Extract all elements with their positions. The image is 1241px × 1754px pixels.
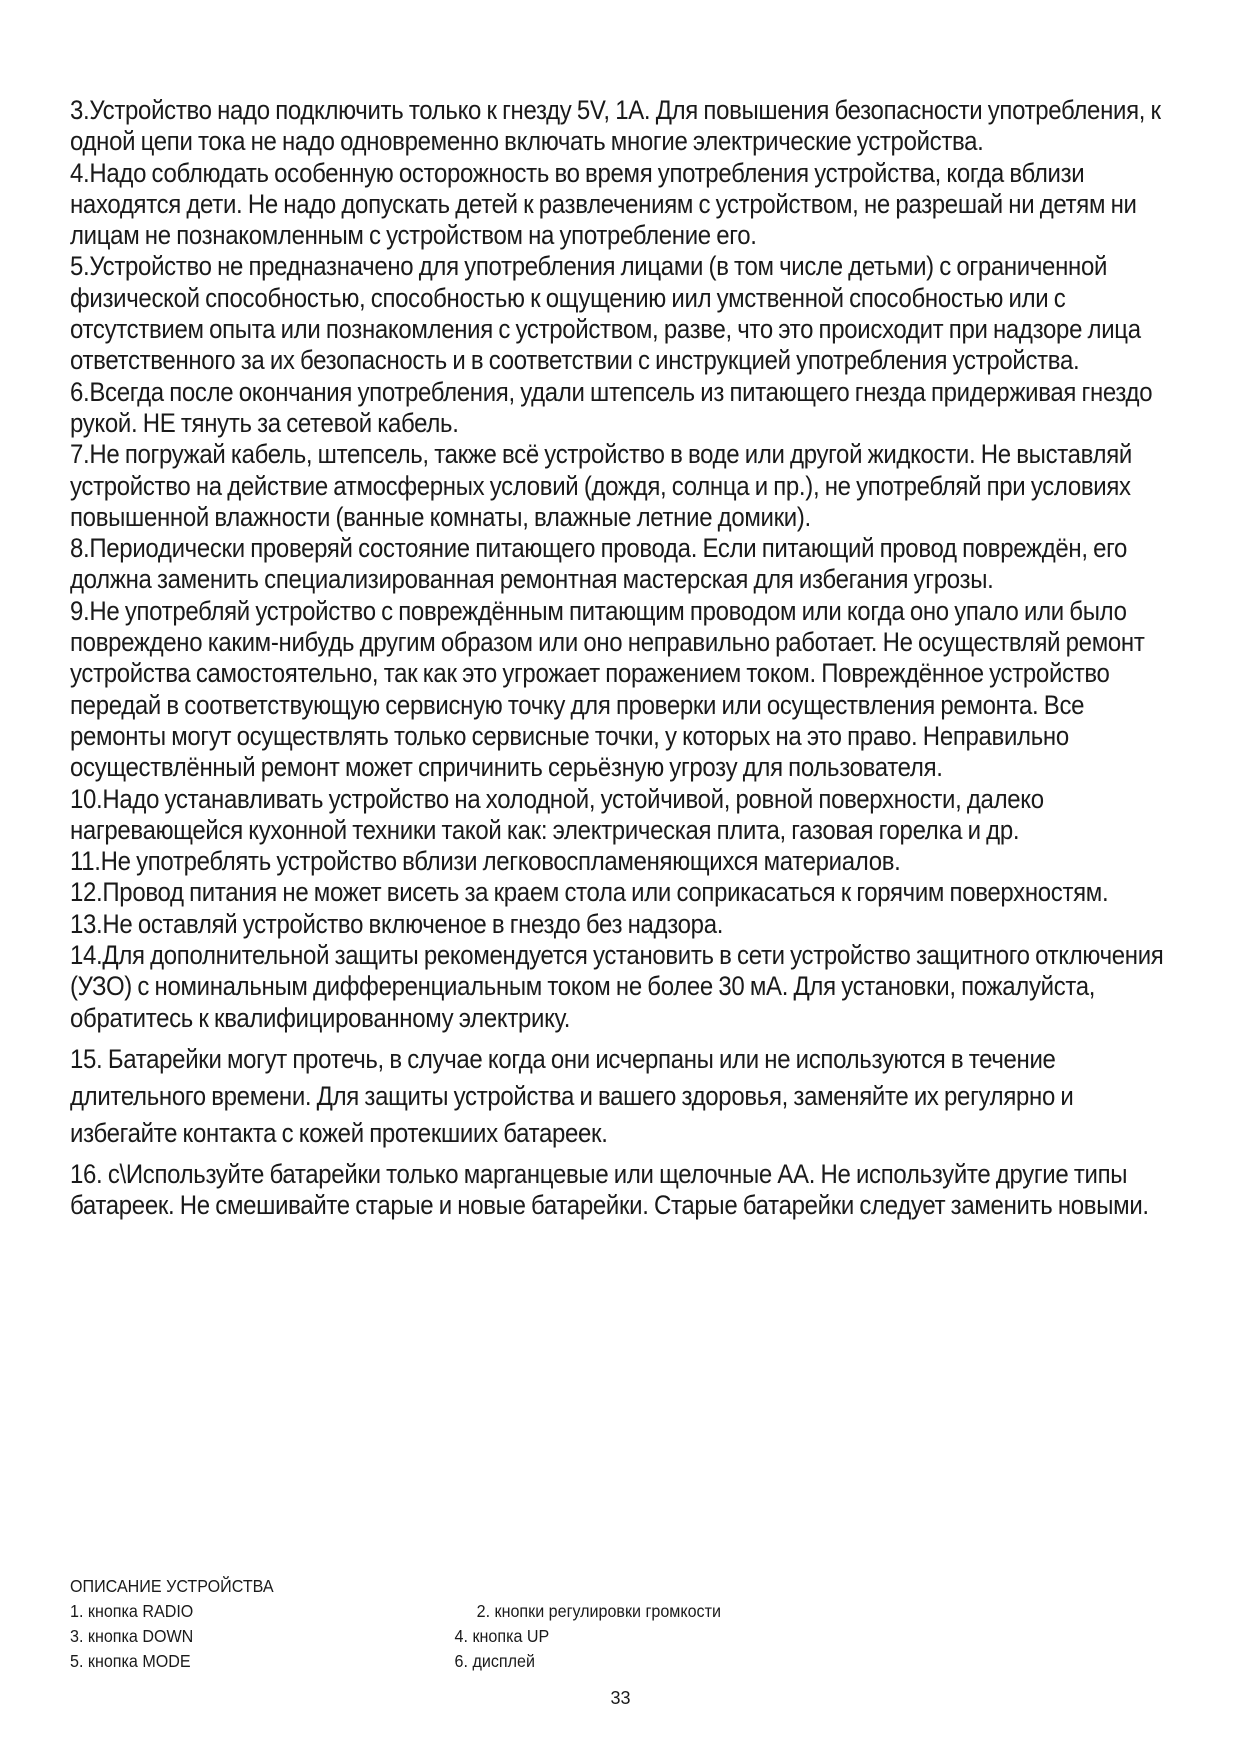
instruction-8: 8.Периодически проверяй состояние питающего провода. Если питающий провод повреждён, его должна заменить специализированная ремонтная мастерская для избегания угрозы. [70,533,1128,595]
page-number: 33 [610,1688,631,1708]
description-row [70,1624,898,1649]
description-item: 1. кнопка RADIO [70,1601,194,1621]
instruction-5: 5.Устройство не предназначено для употребления лицами (в том числе детьми) с ограниченной физической способностью, способностью к ощущению иил умственной способностью или с отсутствием опыта или познакомления с устройством, разве, что это происходит при надзоре лица ответственного за их безопасность и в соответствии с инструкцией употребления устройства. [70,251,1141,376]
instruction-14: 14.Для дополнительной защиты рекомендуется установить в сети устройство защитного отключения (УЗО) с номинальным дифференциальным током не более 30 мА. Для установки, пожалуйста, обратитесь к квалифицированному электрику. [70,940,1164,1033]
description-item: 6. дисплей [454,1651,535,1671]
description-row [70,1649,898,1674]
description-item: 5. кнопка MODE [70,1651,191,1671]
safety-instructions [70,95,1185,1222]
instruction-3: 3.Устройство надо подключить только к гнезду 5V, 1A. Для повышения безопасности употребления, к одной цепи тока не надо одновременно включать многие электрические устройства. [70,95,1161,157]
description-item: 4. кнопка UP [454,1626,550,1646]
instruction-16: 16. c\Используйте батарейки только марганцевые или щелочные АА. Не используйте другие типы батареек. Не смешивайте старые и новые батарейки. Старые батарейки следует заменить новыми. [70,1158,1149,1221]
instruction-15: 15. Батарейки могут протечь, в случае когда они исчерпаны или не используются в течение длительного времени. Для защиты устройства и вашего здоровья, заменяйте их регулярно и избегайте контакта с кожей протекшиих батареек. [70,1043,1074,1148]
description-item: 3. кнопка DOWN [70,1626,194,1646]
instruction-7: 7.Не погружай кабель, штепсель, также всё устройство в воде или другой жидкости. Не выставляй устройство на действие атмосферных условий (дождя, солнца и пр.), не употребляй при условиях повышенной влажности (ванные комнаты, влажные летние домики). [70,439,1132,532]
instruction-13: 13.Не оставляй устройство включеное в гнездо без надзора. [70,908,724,939]
instruction-9: 9.Не употребляй устройство с повреждённым питающим проводом или когда оно упало или было повреждено каким-нибудь другим образом или оно неправильно работает. Не осуществляй ремонт устройства самостоятельно, так как это угрожает поражением током. Повреждённое устройство передай в соответствующую сервисную точку для проверки или осуществления ремонта. Все ремонты могут осуществлять только сервисные точки, у которых на это право. Неправильно осуществлённый ремонт может спричинить серьёзную угрозу для пользователя. [70,595,1145,783]
description-item: 2. кнопки регулировки громкости [476,1601,721,1621]
instruction-4: 4.Надо соблюдать особенную осторожность во время употребления устройства, когда вблизи находятся дети. Не надо допускать детей к развлечениям с устройством, не разрешай ни детям ни лицам не познакомленным с устройством на употребление его. [70,157,1137,251]
device-description [70,1574,898,1674]
description-title: ОПИСАНИЕ УСТРОЙСТВА [70,1576,274,1596]
instruction-11: 11.Не употреблять устройство вблизи легковоспламеняющихся материалов. [70,846,901,877]
description-row [70,1599,898,1624]
instruction-6: 6.Всегда после окончания употребления, удали штепсель из питающего гнезда придерживая гнездо рукой. НЕ тянуть за сетевой кабель. [70,376,1153,438]
instruction-12: 12.Провод питания не может висеть за краем стола или соприкасаться к горячим поверхностям. [70,877,1109,908]
instruction-10: 10.Надо устанавливать устройство на холодной, устойчивой, ровной поверхности, далеко нагревающейся кухонной техники такой как: электрическая плита, газовая горелка и др. [70,783,1044,845]
